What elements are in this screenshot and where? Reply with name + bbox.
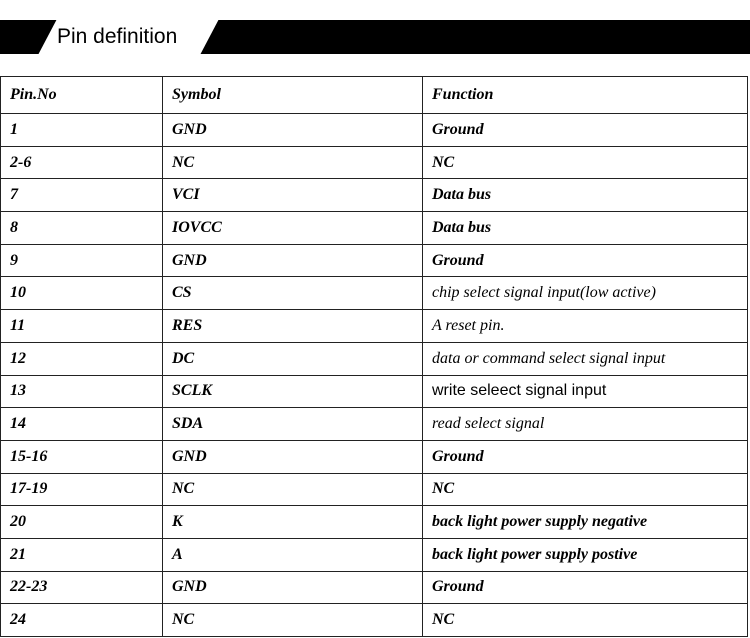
symbol-cell: GND <box>163 440 423 473</box>
pin-number-cell: 10 <box>1 277 163 310</box>
function-cell: write seleect signal input <box>423 375 748 408</box>
symbol-cell: CS <box>163 277 423 310</box>
symbol-cell: SDA <box>163 408 423 441</box>
symbol-cell: DC <box>163 342 423 375</box>
pin-number-cell: 2-6 <box>1 146 163 179</box>
symbol-cell: NC <box>163 604 423 637</box>
symbol-cell: A <box>163 538 423 571</box>
table-row <box>1 244 748 277</box>
symbol-cell: K <box>163 506 423 539</box>
table-row <box>1 375 748 408</box>
pin-number-cell: 12 <box>1 342 163 375</box>
function-cell: A reset pin. <box>423 310 748 343</box>
table-row <box>1 342 748 375</box>
symbol-cell: GND <box>163 114 423 147</box>
header-pin-no: Pin.No <box>1 77 163 114</box>
pin-number-cell: 7 <box>1 179 163 212</box>
function-cell: NC <box>423 604 748 637</box>
table-row <box>1 506 748 539</box>
pin-number-cell: 17-19 <box>1 473 163 506</box>
function-cell: Ground <box>423 571 748 604</box>
function-cell: NC <box>423 146 748 179</box>
table-header-row <box>1 77 748 114</box>
symbol-cell: SCLK <box>163 375 423 408</box>
symbol-cell: NC <box>163 473 423 506</box>
table-row <box>1 310 748 343</box>
pin-definition-table <box>0 76 748 637</box>
function-cell: Ground <box>423 114 748 147</box>
pin-number-cell: 9 <box>1 244 163 277</box>
pin-number-cell: 20 <box>1 506 163 539</box>
table-row <box>1 114 748 147</box>
function-cell: NC <box>423 473 748 506</box>
pin-number-cell: 21 <box>1 538 163 571</box>
header-symbol: Symbol <box>163 77 423 114</box>
pin-number-cell: 24 <box>1 604 163 637</box>
pin-number-cell: 14 <box>1 408 163 441</box>
pin-number-cell: 15-16 <box>1 440 163 473</box>
symbol-cell: NC <box>163 146 423 179</box>
function-cell: Ground <box>423 440 748 473</box>
pin-number-cell: 13 <box>1 375 163 408</box>
pin-number-cell: 1 <box>1 114 163 147</box>
symbol-cell: IOVCC <box>163 212 423 245</box>
table-row <box>1 146 748 179</box>
symbol-cell: RES <box>163 310 423 343</box>
header-function: Function <box>423 77 748 114</box>
table-row <box>1 408 748 441</box>
symbol-cell: GND <box>163 244 423 277</box>
table-row <box>1 277 748 310</box>
table-row <box>1 179 748 212</box>
table-row <box>1 473 748 506</box>
function-cell: back light power supply negative <box>423 506 748 539</box>
section-title: Pin definition <box>57 25 178 48</box>
table-row <box>1 212 748 245</box>
symbol-cell: GND <box>163 571 423 604</box>
pin-number-cell: 11 <box>1 310 163 343</box>
function-cell: Data bus <box>423 179 748 212</box>
function-cell: Ground <box>423 244 748 277</box>
table-row <box>1 440 748 473</box>
function-cell: Data bus <box>423 212 748 245</box>
function-cell: back light power supply postive <box>423 538 748 571</box>
symbol-cell: VCI <box>163 179 423 212</box>
table-row <box>1 604 748 637</box>
function-cell: chip select signal input(low active) <box>423 277 748 310</box>
table-row <box>1 538 748 571</box>
function-cell: read select signal <box>423 408 748 441</box>
function-cell: data or command select signal input <box>423 342 748 375</box>
pin-number-cell: 22-23 <box>1 571 163 604</box>
table-row <box>1 571 748 604</box>
pin-number-cell: 8 <box>1 212 163 245</box>
